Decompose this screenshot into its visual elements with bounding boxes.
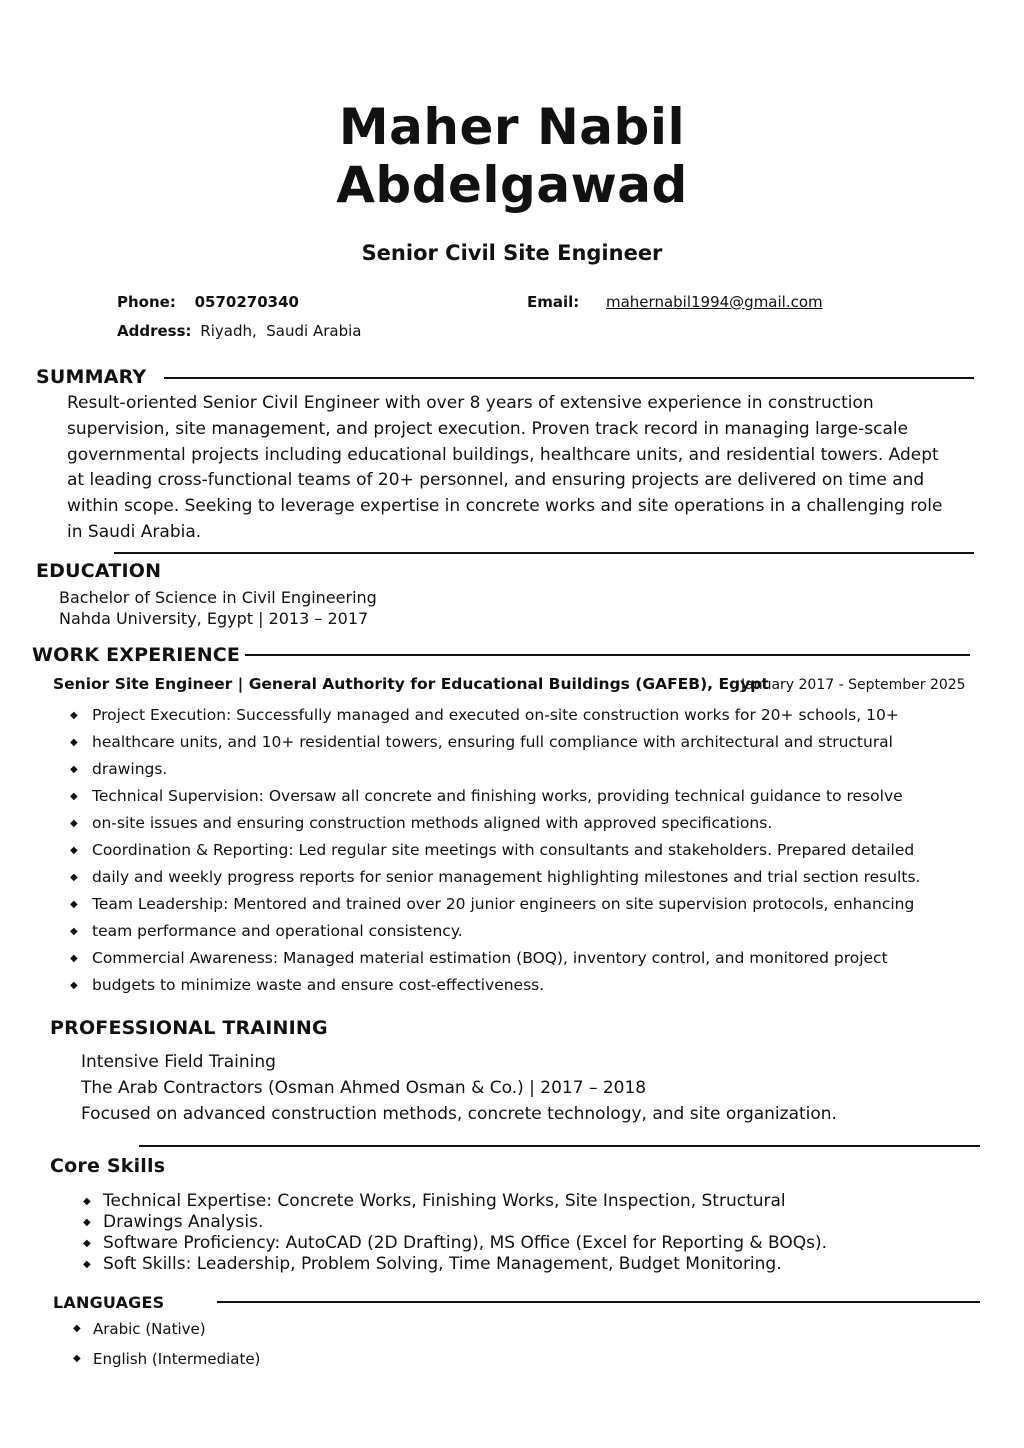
- summary-line: Result-oriented Senior Civil Engineer with over 8 years of extensive experience in construction: [67, 393, 874, 413]
- summary-line: within scope. Seeking to leverage expertise in concrete works and site operations in a challenging role: [67, 496, 943, 517]
- list-item: ◆ healthcare units, and 10+ residential towers, ensuring full compliance with architectural and structural: [70, 729, 970, 756]
- summary-line: governmental projects including educational buildings, healthcare units, and residential towers. Adept: [67, 444, 939, 465]
- bullet-icon: ◆: [70, 845, 78, 856]
- list-item: ◆ daily and weekly progress reports for senior management highlighting milestones and trial section results.: [70, 864, 970, 891]
- list-item: ◆ Software Proficiency: AutoCAD (2D Drafting), MS Office (Excel for Reporting & BOQs).: [83, 1233, 828, 1253]
- experience-rule: [245, 654, 970, 656]
- job-header: Senior Site Engineer | General Authority for Educational Buildings (GAFEB), Egypt: [53, 675, 769, 693]
- list-item: ◆ Drawings Analysis.: [83, 1212, 264, 1232]
- list-item: ◆ Commercial Awareness: Managed material estimation (BOQ), inventory control, and monitored project: [70, 945, 970, 972]
- summary-line: supervision, site management, and project execution. Proven track record in managing large-scale: [67, 418, 909, 439]
- experience-heading: WORK EXPERIENCE: [32, 644, 241, 666]
- phone-label: Phone:: [117, 293, 176, 311]
- email-label: Email:: [527, 293, 580, 311]
- bullet-icon: ◆: [70, 791, 78, 802]
- training-org: The Arab Contractors (Osman Ahmed Osman & Co.) | 2017 – 2018: [81, 1078, 647, 1098]
- bullet-icon: ◆: [70, 953, 78, 964]
- training-title: Intensive Field Training: [81, 1052, 276, 1072]
- summary-rule: [164, 377, 974, 379]
- bullet-icon: ◆: [83, 1259, 91, 1270]
- training-rule: [139, 1145, 980, 1147]
- list-item: ◆ on-site issues and ensuring construction methods aligned with approved specifications.: [70, 810, 970, 837]
- list-item: ◆ Technical Supervision: Oversaw all concrete and finishing works, providing technical guidance to resolve: [70, 783, 970, 810]
- training-entry: [81, 1049, 837, 1127]
- education-entry: [59, 588, 377, 629]
- bullet-icon: ◆: [70, 926, 78, 937]
- list-item: ◆ Arabic (Native): [73, 1314, 673, 1344]
- bullet-icon: ◆: [70, 710, 78, 721]
- bullet-icon: ◆: [70, 737, 78, 748]
- address-label: Address:: [117, 322, 192, 340]
- training-description: Focused on advanced construction methods, concrete technology, and site organization.: [81, 1104, 837, 1124]
- list-item: ◆ team performance and operational consistency.: [70, 918, 970, 945]
- summary-heading: SUMMARY: [36, 366, 147, 388]
- summary-line: in Saudi Arabia.: [67, 521, 202, 542]
- skills-heading: Core Skills: [50, 1155, 166, 1177]
- candidate-name: [0, 98, 1024, 214]
- job-dates: January 2017 - September 2025: [741, 677, 966, 693]
- education-heading: EDUCATION: [36, 560, 162, 582]
- bullet-icon: ◆: [70, 872, 78, 883]
- summary-line: at leading cross-functional teams of 20+ personnel, and ensuring projects are delivered on time and: [67, 470, 925, 491]
- bullet-icon: ◆: [70, 899, 78, 910]
- bullet-icon: ◆: [73, 1323, 81, 1334]
- degree: Bachelor of Science in Civil Engineering: [59, 588, 377, 607]
- experience-bullets: [70, 702, 970, 999]
- list-item: ◆ drawings.: [70, 756, 970, 783]
- list-item: ◆ Technical Expertise: Concrete Works, Finishing Works, Site Inspection, Structural: [83, 1191, 786, 1211]
- languages-rule: [217, 1301, 980, 1303]
- list-item: ◆ budgets to minimize waste and ensure cost-effectiveness.: [70, 972, 970, 999]
- bullet-icon: ◆: [70, 818, 78, 829]
- email-link[interactable]: mahernabil1994@gmail.com: [606, 293, 823, 311]
- summary-paragraph: [67, 391, 987, 546]
- name-line-1: Maher Nabil: [338, 98, 686, 156]
- bullet-icon: ◆: [83, 1217, 91, 1228]
- address-field: [117, 322, 361, 340]
- skills-list: [83, 1191, 983, 1275]
- email-field: [527, 293, 579, 311]
- job-title: Senior Civil Site Engineer: [361, 241, 663, 265]
- name-line-2: Abdelgawad: [336, 156, 688, 214]
- languages-heading: LANGUAGES: [53, 1293, 165, 1312]
- languages-list: [73, 1314, 673, 1374]
- training-heading: PROFESSIONAL TRAINING: [50, 1017, 328, 1039]
- list-item: ◆ Coordination & Reporting: Led regular site meetings with consultants and stakeholders. Prepared detailed: [70, 837, 970, 864]
- institution: Nahda University, Egypt | 2013 – 2017: [59, 608, 369, 628]
- bullet-icon: ◆: [73, 1353, 81, 1364]
- list-item: ◆ Team Leadership: Mentored and trained over 20 junior engineers on site supervision protocols, enhancing: [70, 891, 970, 918]
- bullet-icon: ◆: [70, 980, 78, 991]
- list-item: ◆ English (Intermediate): [73, 1344, 673, 1374]
- list-item: ◆ Project Execution: Successfully managed and executed on-site construction works for 20+ schools, 10+: [70, 702, 970, 729]
- address-value: Riyadh, Saudi Arabia: [200, 322, 362, 340]
- phone-field: [117, 293, 299, 311]
- bullet-icon: ◆: [70, 764, 78, 775]
- list-item: ◆ Soft Skills: Leadership, Problem Solving, Time Management, Budget Monitoring.: [83, 1254, 782, 1274]
- summary-bottom-rule: [114, 552, 974, 554]
- phone-value: 0570270340: [194, 293, 299, 311]
- bullet-icon: ◆: [83, 1196, 91, 1207]
- bullet-icon: ◆: [83, 1238, 91, 1249]
